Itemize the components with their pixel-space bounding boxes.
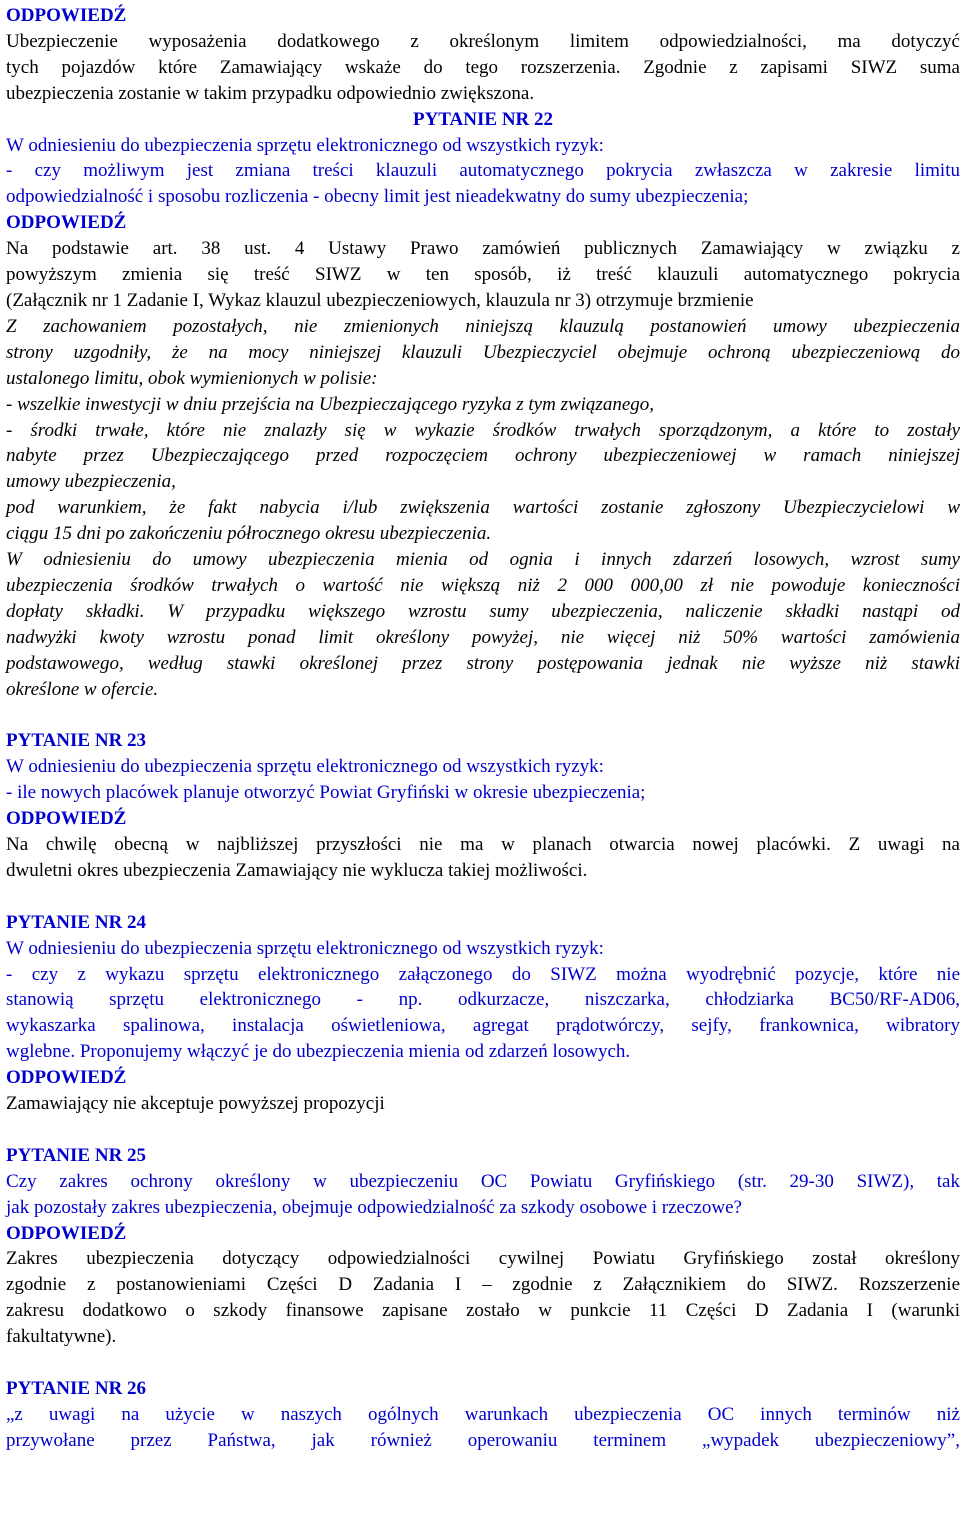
answer-line: fakultatywne).: [6, 1326, 117, 1348]
question-heading: PYTANIE NR 26: [6, 1377, 147, 1399]
clause-line: umowy ubezpieczenia,: [6, 471, 176, 493]
question-line: jak pozostały zakres ubezpieczenia, obejmuje odpowiedzialność za szkody osobowe i rzeczowe?: [6, 1196, 742, 1218]
question-line: W odniesieniu do ubezpieczenia sprzętu elektronicznego od wszystkich ryzyk:: [6, 756, 604, 778]
question-heading: PYTANIE NR 22: [412, 108, 554, 130]
clause-line: podstawowego, według stawki określonej przez strony postępowania jednak nie wyższe niż stawki: [6, 652, 960, 674]
clause-line: ubezpieczenia środków trwałych o wartość nie większą niż 2 000 000,00 zł nie powoduje konieczności: [6, 574, 960, 596]
answer-line: Zamawiający nie akceptuje powyższej propozycji: [6, 1093, 385, 1115]
question-line: „z uwagi na użycie w naszych ogólnych warunkach ubezpieczenia OC innych terminów niż: [6, 1403, 960, 1425]
answer-heading: ODPOWIEDŹ: [6, 5, 127, 26]
spacer: [6, 884, 960, 910]
answer-line: Na podstawie art. 38 ust. 4 Ustawy Prawo zamówień publicznych Zamawiający w związku z: [6, 238, 960, 260]
answer-heading: ODPOWIEDŹ: [6, 1222, 127, 1244]
question-heading: PYTANIE NR 24: [6, 911, 147, 933]
answer-line: Na chwilę obecną w najbliższej przyszłości nie ma w planach otwarcia nowej placówki. Z uwagi na: [6, 833, 960, 855]
clause-line: określone w ofercie.: [6, 678, 159, 700]
clause-line: nabyte przez Ubezpieczającego przed rozpoczęciem ochrony ubezpieczeniowej w ramach niniejszej: [6, 445, 960, 467]
question-heading: PYTANIE NR 25: [6, 1144, 147, 1166]
clause-line: strony uzgodniły, że na mocy niniejszej klauzuli Ubezpieczyciel obejmuje ochroną ubezpieczeniową do: [6, 341, 960, 363]
question-line: wykaszarka spalinowa, instalacja oświetleniowa, agregat prądotwórczy, sejfy, frankownica, wibratory: [6, 1015, 960, 1037]
answer-heading: ODPOWIEDŹ: [6, 808, 127, 830]
question-line: - czy z wykazu sprzętu elektronicznego załączonego do SIWZ można wyodrębnić pozycje, które nie: [6, 963, 960, 985]
question-line: stanowią sprzętu elektronicznego - np. odkurzacze, niszczarka, chłodziarka BC50/RF-AD06,: [6, 989, 960, 1011]
answer-line: tych pojazdów które Zamawiający wskaże do tego rozszerzenia. Zgodnie z zapisami SIWZ suma: [6, 56, 960, 78]
answer-line: zgodnie z postanowieniami Części D Zadania I – zgodnie z Załącznikiem do SIWZ. Rozszerzenie: [6, 1274, 960, 1296]
clause-line: W odniesieniu do umowy ubezpieczenia mienia od ognia i innych zdarzeń losowych, wzrost sumy: [6, 549, 960, 571]
spacer: [6, 1350, 960, 1376]
answer-line: Zakres ubezpieczenia dotyczący odpowiedzialności cywilnej Powiatu Gryfińskiego został określony: [6, 1248, 960, 1270]
clause-line: ciągu 15 dni po zakończeniu półrocznego okresu ubezpieczenia.: [6, 523, 492, 545]
answer-line: (Załącznik nr 1 Zadanie I, Wykaz klauzul ubezpieczeniowych, klauzula nr 3) otrzymuje brzmienie: [6, 289, 754, 311]
answer-line: Ubezpieczenie wyposażenia dodatkowego z określonym limitem odpowiedzialności, ma dotyczyć: [6, 30, 960, 52]
clause-line: - środki trwałe, które nie znalazły się w wykazie środków trwałych sporządzonym, a które to zostały: [6, 419, 960, 441]
question-line: W odniesieniu do ubezpieczenia sprzętu elektronicznego od wszystkich ryzyk:: [6, 134, 604, 156]
answer-line: dwuletni okres ubezpieczenia Zamawiający nie wyklucza takiej możliwości.: [6, 859, 588, 881]
spacer: [6, 702, 960, 728]
clause-line: ustalonego limitu, obok wymienionych w polisie:: [6, 367, 378, 389]
answer-heading: ODPOWIEDŹ: [6, 1067, 127, 1089]
clause-line: - wszelkie inwestycji w dniu przejścia na Ubezpieczającego ryzyka z tym związanego,: [6, 393, 655, 415]
answer-line: zakresu dodatkowo o szkody finansowe zapisane zostało w punkcie 11 Części D Zadania I (warunki: [6, 1300, 960, 1322]
question-line: odpowiedzialność i sposobu rozliczenia - obecny limit jest nieadekwatny do sumy ubezpieczenia;: [6, 186, 749, 208]
spacer: [6, 1117, 960, 1143]
question-line: wglebne. Proponujemy włączyć je do ubezpieczenia mienia od zdarzeń losowych.: [6, 1041, 631, 1063]
answer-heading: ODPOWIEDŹ: [6, 212, 127, 234]
answer-line: powyższym zmienia się treść SIWZ w ten sposób, iż treść klauzuli automatycznego pokrycia: [6, 264, 960, 286]
question-line: - czy możliwym jest zmiana treści klauzuli automatycznego pokrycia zwłaszcza w zakresie limitu: [6, 160, 960, 182]
question-line: przywołane przez Państwa, jak również operowaniu terminem „wypadek ubezpieczeniowy”,: [6, 1429, 960, 1451]
clause-line: pod warunkiem, że fakt nabycia i/lub zwiększenia wartości zostanie zgłoszony Ubezpieczycielowi w: [6, 497, 960, 519]
clause-line: dopłaty składki. W przypadku większego wzrostu sumy ubezpieczenia, naliczenie składki nastąpi od: [6, 600, 960, 622]
answer-line: ubezpieczenia zostanie w takim przypadku odpowiednio zwiększona.: [6, 82, 535, 104]
question-line: - ile nowych placówek planuje otworzyć Powiat Gryfiński w okresie ubezpieczenia;: [6, 782, 646, 804]
clause-line: Z zachowaniem pozostałych, nie zmienionych niniejszą klauzulą postanowień umowy ubezpieczenia: [6, 315, 960, 337]
question-line: W odniesieniu do ubezpieczenia sprzętu elektronicznego od wszystkich ryzyk:: [6, 937, 604, 959]
question-line: Czy zakres ochrony określony w ubezpieczeniu OC Powiatu Gryfińskiego (str. 29-30 SIWZ), tak: [6, 1170, 960, 1192]
clause-line: nadwyżki kwoty wzrostu ponad limit określony powyżej, nie więcej niż 50% wartości zamówienia: [6, 626, 960, 648]
question-heading: PYTANIE NR 23: [6, 730, 147, 752]
